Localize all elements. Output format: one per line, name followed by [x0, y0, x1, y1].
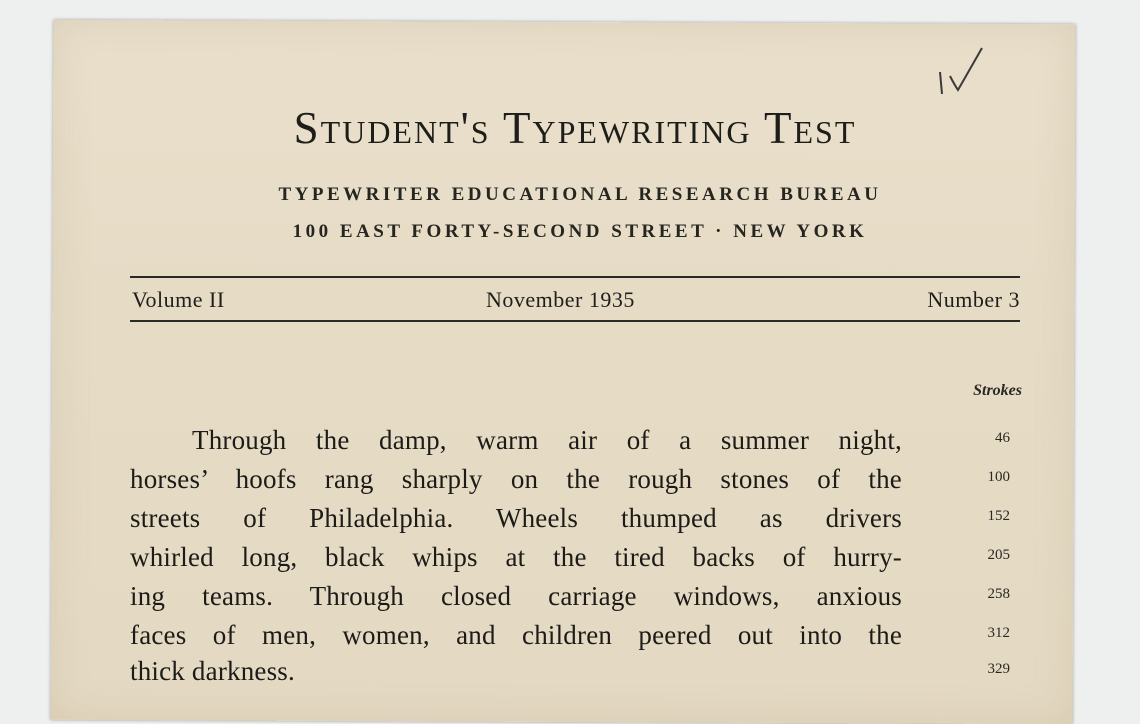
stroke-count: 152: [987, 508, 1010, 524]
header-rule-bottom: [130, 320, 1020, 322]
volume-label: Volume II: [132, 287, 225, 312]
stroke-count: 258: [987, 586, 1010, 602]
stroke-count: 100: [987, 469, 1010, 485]
issue-date: November 1935: [486, 287, 635, 312]
strokes-column-header: Strokes: [973, 382, 1022, 399]
stroke-count: 329: [987, 661, 1010, 677]
passage-line: faces of men, women, and children peered out into the: [130, 620, 902, 650]
address-line: 100 EAST FORTY-SECOND STREET · NEW YORK: [292, 221, 868, 242]
issue-number: Number 3: [927, 287, 1020, 312]
header-rule-top: [130, 276, 1020, 278]
passage-line: horses’ hoofs rang sharply on the rough stones of the: [130, 464, 902, 494]
passage-line: ing teams. Through closed carriage windows, anxious: [130, 581, 902, 611]
passage-line: whirled long, black whips at the tired backs of hurry-: [130, 542, 902, 572]
handwritten-check-mark: [936, 44, 986, 96]
stroke-count: 312: [987, 625, 1010, 641]
publisher-line: TYPEWRITER EDUCATIONAL RESEARCH BUREAU: [278, 184, 882, 205]
document-title: Student's Typewriting Test: [293, 103, 857, 153]
stroke-count: 46: [995, 430, 1010, 446]
passage-line: thick darkness.: [130, 656, 295, 686]
passage-line: streets of Philadelphia. Wheels thumped as drivers: [130, 503, 902, 533]
passage-line: Through the damp, warm air of a summer night,: [192, 425, 902, 455]
stroke-count: 205: [987, 547, 1010, 563]
